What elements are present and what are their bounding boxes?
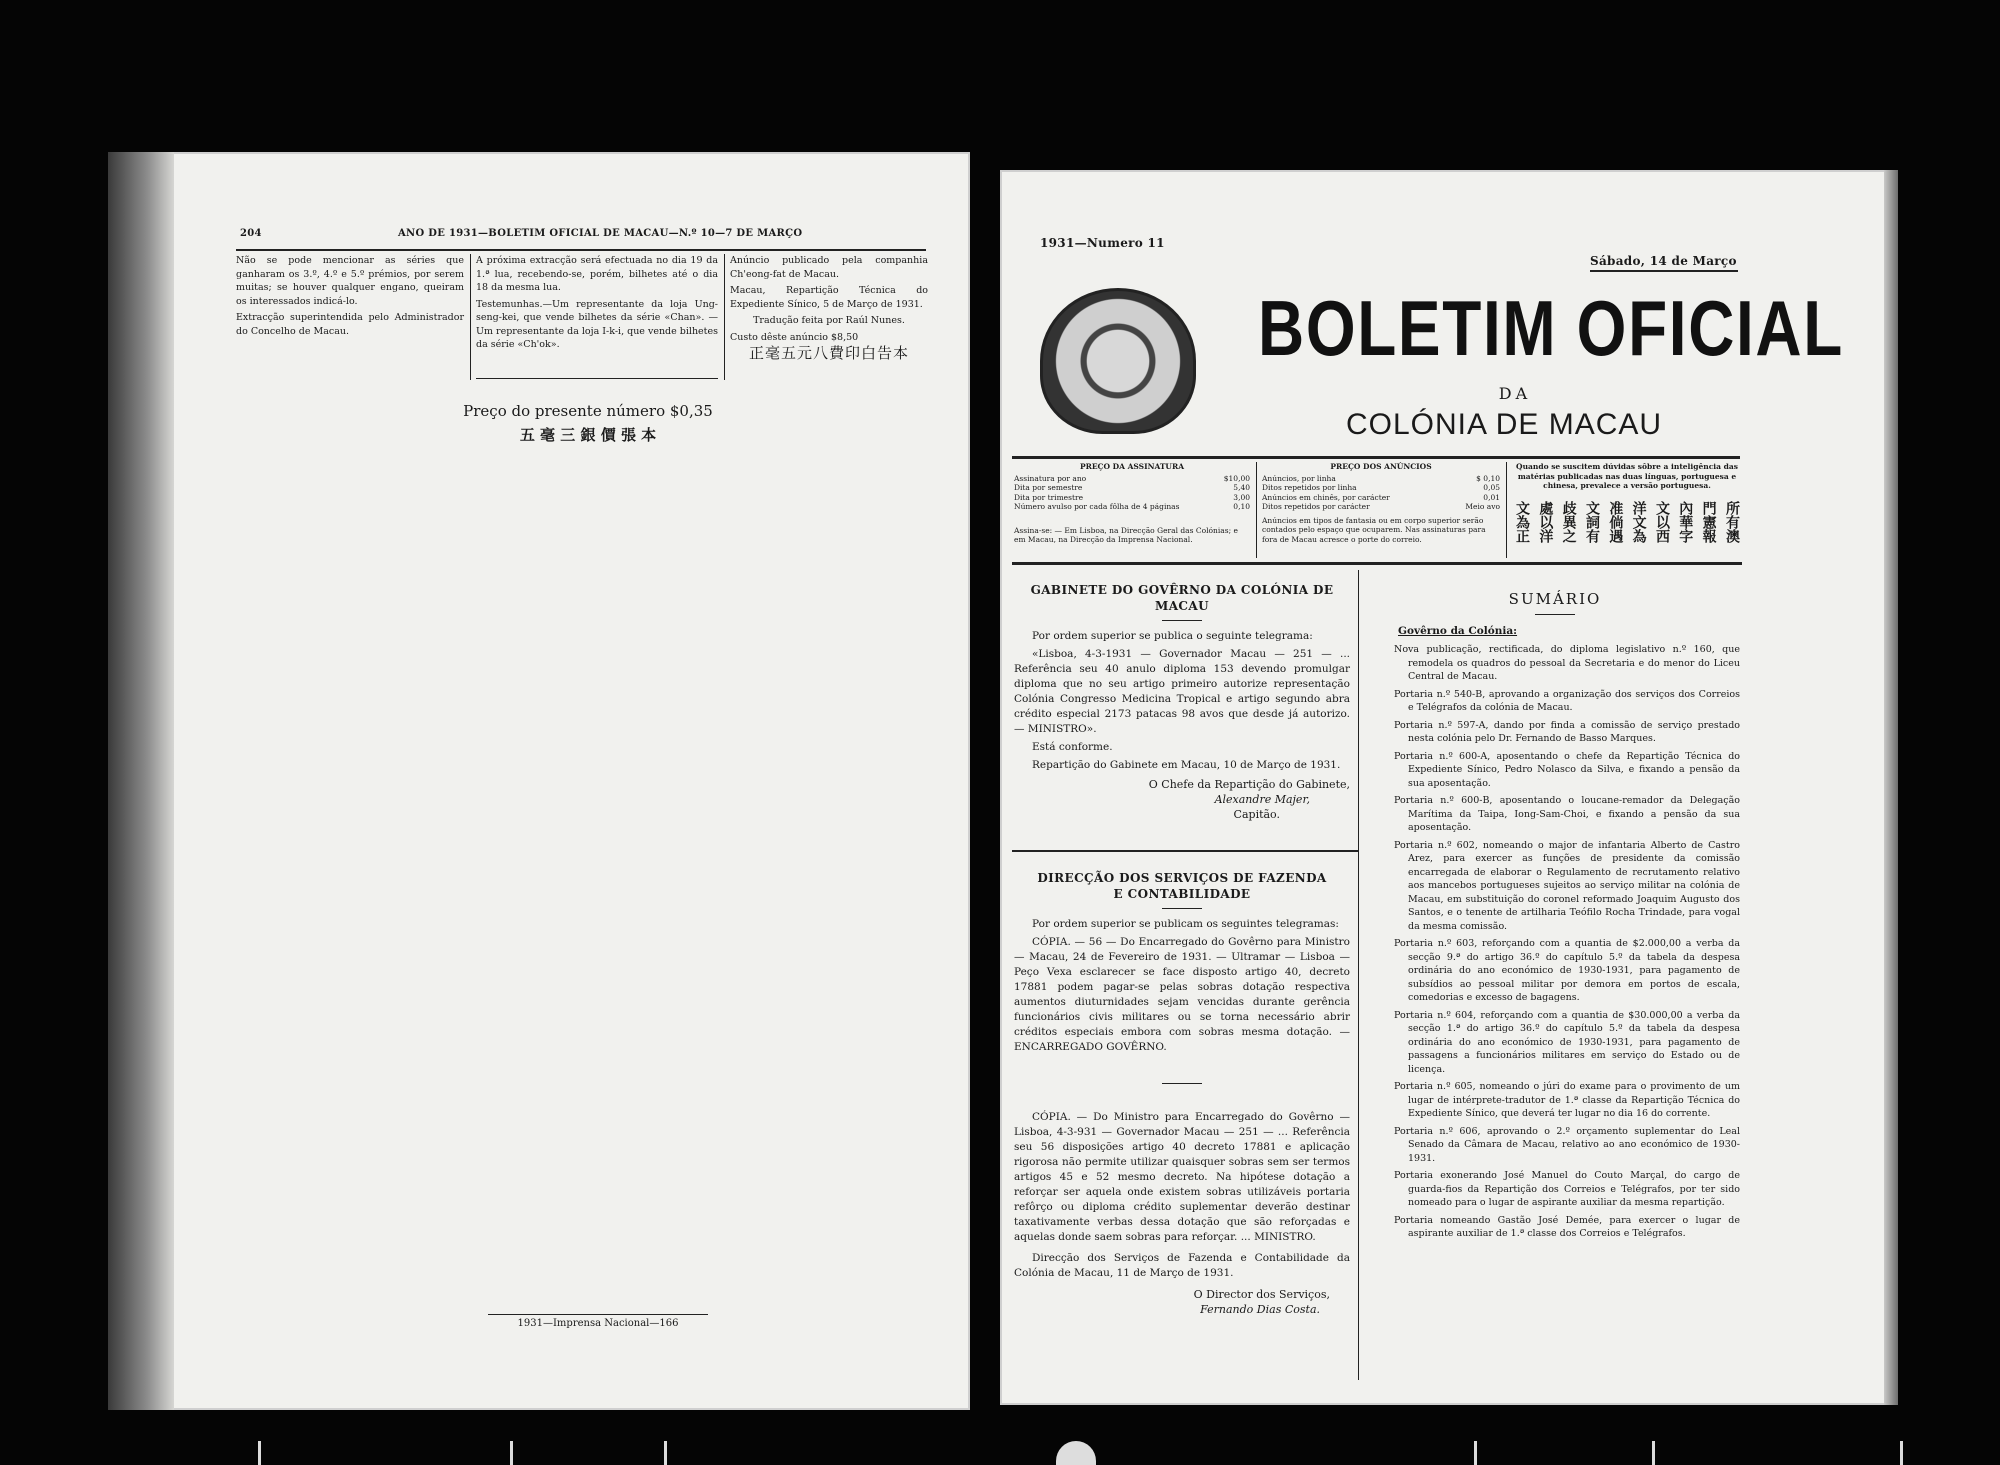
gabinete-telegram: «Lisboa, 4-3-1931 — Governador Macau — 251 — ... Referência seu 40 anulo diploma 153 devendo promulgar diploma que no seu artigo primeiro autorize representação Colónia Congresso Medicina Tropical e artigo segundo abra crédito especial 2173 patacas 98 avos que desde já autorizo. — MINISTRO». <box>1014 648 1350 735</box>
row-label: Anúncios, por linha <box>1262 473 1336 483</box>
date-underline <box>1590 270 1738 272</box>
left-page <box>108 152 970 1410</box>
gabinete-conformity: Está conforme. <box>1032 741 1113 753</box>
sumario-item: Portaria n.º 600-A, aposentando o chefe da Repartição Técnica do Expediente Sínico, Pedro Nolasco da Silva, e fixando a pensão da sua aposentação. <box>1394 750 1740 789</box>
subscription-note: Assina-se: — Em Lisboa, na Direcção Geral das Colónias; e em Macau, na Direcção da Imprensa Nacional. <box>1014 525 1238 544</box>
masthead-rule <box>1012 456 1740 459</box>
subscription-row <box>1014 502 1250 512</box>
row-value: 0,05 <box>1483 483 1500 492</box>
sumario-item: Portaria exonerando José Manuel do Couto Marçal, do cargo de guarda-fios da Repartição dos Correios e Telégrafos, por ter sido nomeado para o lugar de aspirante auxiliar da mesma repartição. <box>1394 1170 1740 1208</box>
film-tick <box>510 1441 513 1465</box>
gabinete-section <box>1014 582 1350 822</box>
row-label: Assinatura por ano <box>1014 473 1087 483</box>
column-rule <box>724 254 725 380</box>
film-tick <box>1900 1441 1903 1465</box>
left-col-2 <box>476 254 718 355</box>
chinese-column: 處以洋 <box>1537 500 1554 543</box>
fazenda-sig-title: O Director dos Serviços, <box>1193 1288 1330 1301</box>
ads-row <box>1262 483 1500 493</box>
left-col-3 <box>730 254 928 361</box>
row-value: $10,00 <box>1223 473 1250 483</box>
running-title: ANO DE 1931—BOLETIM OFICIAL DE MACAU—N.º 10—7 DE MARÇO <box>398 228 803 239</box>
masthead-subtitle-text: COLÓNIA DE MACAU <box>1346 408 1663 441</box>
row-label: Ditos repetidos por linha <box>1262 483 1357 492</box>
box-divider <box>1506 462 1507 558</box>
coat-of-arms-icon <box>1040 288 1196 434</box>
paragraph: Extracção superintendida pelo Administrador do Concelho de Macau. <box>236 312 464 337</box>
paragraph: Testemunhas.—Um representante da loja Ung-seng-kei, que vende bilhetes da série «Chan». — Um representante da loja I-k-i, que vende bilhetes da série «Ch'ok». <box>476 298 718 350</box>
sumario-item: Portaria n.º 603, reforçando com a quantia de $2.000,00 a verba da secção 9.ª do artigo 36.º do capítulo 5.º da tabela da despesa ordinária do ano económico de 1930-1931, para pagamento de subsídios ao pessoal militar por demora em portos de escala, comedorias e excesso de bagagens. <box>1394 938 1740 1003</box>
header-rule <box>236 249 926 251</box>
gabinete-sig-title: O Chefe da Repartição do Gabinete, <box>1148 778 1350 791</box>
translator-line: Tradução feita por Raúl Nunes. <box>753 315 905 326</box>
paragraph: Macau, Repartição Técnica do Expediente Sínico, 5 de Março de 1931. <box>730 285 928 310</box>
ads-title: PREÇO DOS ANÚNCIOS <box>1330 462 1432 471</box>
gabinete-heading: GABINETE DO GOVÊRNO DA COLÓNIA DE MACAU <box>1030 583 1334 613</box>
right-page <box>1000 170 1898 1405</box>
subscription-box <box>1014 462 1250 545</box>
row-value: 0,10 <box>1233 502 1250 511</box>
page-binding-shadow <box>108 152 174 1410</box>
fazenda-heading-1: DIRECÇÃO DOS SERVIÇOS DE FAZENDA <box>1037 871 1327 885</box>
page-number: 204 <box>240 228 262 239</box>
paragraph: Não se pode mencionar as séries que ganharam os 3.º, 4.º e 5.º prémios, por serem muitas; se houver qualquer engano, queiram os interessados indicá-lo. <box>236 255 464 307</box>
sumario-item: Portaria n.º 600-B, aposentando o loucane-remador da Delegação Marítima da Taipa, Iong-Sam-Choi, e fixando a pensão da sua aposentação. <box>1394 795 1740 833</box>
row-label: Ditos repetidos por carácter <box>1262 502 1370 511</box>
ad-cost: Custo dêste anúncio $8,50 <box>730 331 859 343</box>
chinese-column: 准倘遇 <box>1607 500 1624 543</box>
box-divider <box>1256 462 1257 558</box>
fazenda-date: Direcção dos Serviços de Fazenda e Contabilidade da Colónia de Macau, 11 de Março de 1931. <box>1014 1252 1350 1279</box>
sumario-heading: SUMÁRIO <box>1508 590 1602 608</box>
row-label: Dita por semestre <box>1014 483 1083 492</box>
chinese-column: 門憲報 <box>1700 500 1717 543</box>
sumario-item: Portaria nomeando Gastão José Demée, para exercer o lugar de aspirante auxiliar de 1.ª classe dos Correios e Telégrafos. <box>1394 1214 1740 1239</box>
issue-number: 1931—Numero 11 <box>1040 236 1165 250</box>
heading-rule <box>1162 620 1202 621</box>
ads-row <box>1262 502 1500 512</box>
heading-rule <box>1162 908 1202 909</box>
left-col-1 <box>236 254 464 341</box>
fazenda-heading-2: E CONTABILIDADE <box>1113 887 1251 901</box>
ads-box <box>1262 462 1500 544</box>
row-label: Anúncios em chinês, por carácter <box>1262 492 1390 502</box>
sumario-item: Portaria n.º 597-A, dando por finda a comissão de serviço prestado nesta colónia pelo Dr. Fernando de Basso Marques. <box>1394 719 1740 744</box>
row-label: Número avulso por cada fôlha de 4 páginas <box>1014 502 1180 511</box>
subscription-row <box>1014 474 1250 484</box>
sumario-item: Portaria n.º 540-B, aprovando a organização dos serviços dos Correios e Telégrafos da colónia de Macau. <box>1394 688 1740 713</box>
separator-rule <box>1162 1083 1202 1084</box>
paragraph: A próxima extracção será efectuada no dia 19 da 1.ª lua, recebendo-se, porém, bilhetes até o dia 18 da mesma lua. <box>476 255 718 293</box>
price-chinese: 五 毫 三 銀 價 張 本 <box>519 426 657 444</box>
price-portuguese: Preço do presente número $0,35 <box>463 402 713 420</box>
gabinete-sig-rank: Capitão. <box>1233 808 1280 821</box>
chinese-column: 所有澳 <box>1723 500 1740 543</box>
subscription-row <box>1014 483 1250 493</box>
fazenda-copy-2: CÓPIA. — Do Ministro para Encarregado do Govêrno — Lisboa, 4-3-931 — Governador Macau — 251 — ... Referência seu 56 disposições artigo 40 decreto 17881 e aplicação rigorosa não permite utilizar quaisquer sobras sem ser termos artigos 45 e 52 mesmo decreto. Na hipótese dotação a reforçar ser aquela onde existem sobras utilizáveis portaria refôrço ou diploma crédito suplementar deverão destinar taxativamente verbas dessa dotação que são reforçadas e aquelas donde saem sobras para reforçar. ... MINISTRO. <box>1014 1111 1350 1243</box>
boxes-bottom-rule <box>1012 562 1742 565</box>
film-tick <box>664 1441 667 1465</box>
masthead-title-text: BOLETIM OFICIAL <box>1258 284 1844 372</box>
notice-text: Quando se suscitem dúvidas sôbre a inteligência das matérias publicadas nas duas línguas, portuguesa e chinesa, prevalece a versão portuguesa. <box>1516 462 1738 490</box>
ads-row <box>1262 474 1500 484</box>
sumario-item: Portaria n.º 604, reforçando com a quantia de $30.000,00 a verba da secção 1.ª do artigo 36.º do capítulo 5.º da tabela da despesa ordinária do ano económico de 1930-1931, para pagamento de passagens a funcionários militares em serviço do Estado ou de licença. <box>1394 1009 1740 1075</box>
film-tick <box>258 1441 261 1465</box>
subscription-row <box>1014 493 1250 503</box>
footer-rule <box>488 1314 708 1315</box>
row-label: Dita por trimestre <box>1014 492 1084 502</box>
ads-row <box>1262 493 1500 503</box>
masthead-title <box>1258 284 1973 372</box>
chinese-column: 洋文為 <box>1630 500 1647 543</box>
masthead-da <box>1470 384 1560 403</box>
section-rule <box>1012 850 1358 852</box>
masthead-da-text: DA <box>1498 384 1532 403</box>
subscription-title: PREÇO DA ASSINATURA <box>1079 462 1185 471</box>
sumario-item: Portaria n.º 605, nomeando o júri do exame para o provimento de um lugar de intérprete-tradutor de 1.ª classe da Repartição Técnica do Expediente Sínico, que deverá ter lugar no dia 16 do corrente. <box>1394 1081 1740 1119</box>
fazenda-section <box>1014 870 1350 1317</box>
sumario-item: Portaria n.º 602, nomeando o major de infantaria Alberto de Castro Arez, para exercer as funções de presidente da comissão encarregada de elaborar o Regulamento de recrutamento relativo aos mancebos portugueses sujeitos ao serviço militar na colónia de Macau, em substituição do coronel reformado Joaquim Augusto dos Santos, e o tenente de artilharia Teófilo Rocha Trindade, para vogal da mesma comissão. <box>1394 839 1740 932</box>
fazenda-copy-1: CÓPIA. — 56 — Do Encarregado do Govêrno para Ministro — Macau, 24 de Fevereiro de 1931. — Ultramar — Lisboa — Peço Vexa esclarecer se face disposto artigo 40, decreto 17881 podem pagar-se pelas sobras dotação respectiva aumentos diuturnidades sejam vencidas durante gerência funcionários civis militares ou se torna necessário abrir créditos especiais embora com sobras mesma dotação. — ENCARREGADO GOVÊRNO. <box>1014 936 1350 1053</box>
ads-note: Anúncios em tipos de fantasia ou em corpo superior serão contados pelo espaço que ocuparem. Nas assinaturas para fora de Macau acresce o porte do correio. <box>1262 515 1486 544</box>
sumario-section <box>1370 590 1740 1245</box>
masthead-subtitle <box>1346 408 1662 442</box>
film-tick <box>1474 1441 1477 1465</box>
issue-date: Sábado, 14 de Março <box>1590 254 1737 268</box>
sumario-item: Portaria n.º 606, aprovando o 2.º orçamento suplementar do Leal Senado da Câmara de Macau, relativo ao ano económico de 1930-1931. <box>1394 1125 1740 1164</box>
row-value: 3,00 <box>1233 492 1250 502</box>
press-imprint: 1931—Imprensa Nacional—166 <box>517 1318 679 1329</box>
column-rule <box>1358 570 1359 1380</box>
chinese-ad-cost: 正毫五元八費印白告本 <box>748 344 909 362</box>
chinese-column: 文詞有 <box>1583 500 1600 543</box>
paragraph: Anúncio publicado pela companhia Ch'eong-fat de Macau. <box>730 255 928 280</box>
notice-chinese <box>1512 501 1742 543</box>
chinese-column: 歧異之 <box>1560 500 1577 543</box>
fazenda-lead: Por ordem superior se publicam os seguintes telegramas: <box>1032 918 1339 930</box>
chinese-column: 內華字 <box>1677 500 1694 543</box>
sumario-item: Nova publicação, rectificada, do diploma legislativo n.º 160, que remodela os quadros do pessoal da Secretaria e do menor do Liceu Central de Macau. <box>1394 644 1740 682</box>
row-value: $ 0,10 <box>1476 473 1500 483</box>
chinese-column: 文為正 <box>1514 500 1530 543</box>
notice-box <box>1512 462 1742 543</box>
column-bottom-rule <box>476 378 718 379</box>
gabinete-date: Repartição do Gabinete em Macau, 10 de Março de 1931. <box>1032 759 1341 771</box>
sumario-subheading: Govêrno da Colónia: <box>1398 625 1518 637</box>
film-tick <box>1056 1441 1096 1465</box>
row-value: 5,40 <box>1233 483 1250 492</box>
heading-rule <box>1535 614 1575 615</box>
fazenda-sig-name: Fernando Dias Costa. <box>1200 1303 1320 1316</box>
row-value: 0,01 <box>1483 492 1500 502</box>
chinese-column: 文以西 <box>1653 500 1670 543</box>
row-value: Meio avo <box>1465 502 1500 511</box>
gabinete-sig-name: Alexandre Majer, <box>1214 793 1310 806</box>
gabinete-lead: Por ordem superior se publica o seguinte telegrama: <box>1032 630 1313 642</box>
film-strip <box>0 1437 2000 1465</box>
film-tick <box>1652 1441 1655 1465</box>
column-rule <box>470 254 471 380</box>
